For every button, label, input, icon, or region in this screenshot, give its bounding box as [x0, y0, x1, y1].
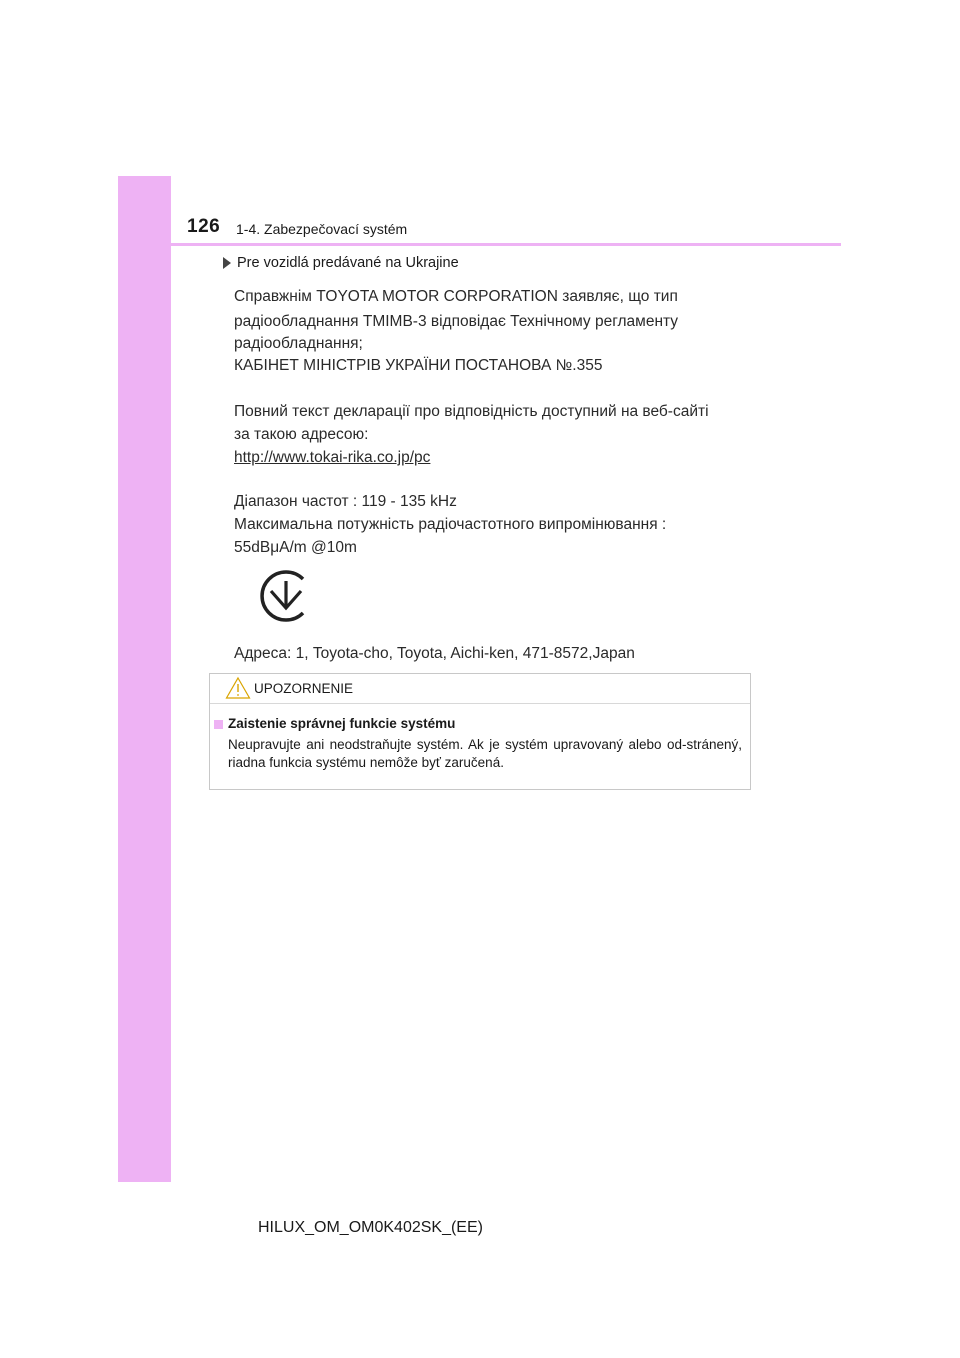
header-rule	[118, 243, 841, 246]
page-number: 126	[187, 216, 221, 237]
declaration-line: КАБІНЕТ МІНІСТРІВ УКРАЇНИ ПОСТАНОВА №.355	[234, 357, 603, 374]
side-tab-bar	[118, 176, 171, 1182]
warning-subtitle: Zaistenie správnej funkcie systému	[228, 716, 456, 731]
declaration-line: радіообладнання;	[234, 335, 363, 352]
warning-triangle-icon	[225, 676, 251, 705]
declaration-line: за такою адресою:	[234, 426, 369, 443]
address: Адреса: 1, Toyota-cho, Toyota, Aichi-ken, 471-8572,Japan	[234, 645, 635, 662]
warning-header	[210, 674, 750, 704]
ukraine-conformity-mark-icon	[259, 568, 313, 629]
warning-text: Neupravujte ani neodstraňujte systém. Ak je systém upravovaný alebo od-stránený, riadna funkcia systému nemôže byť zaručená.	[228, 737, 742, 770]
declaration-link[interactable]: http://www.tokai-rika.co.jp/pc	[234, 449, 431, 466]
subheading	[223, 255, 459, 271]
triangle-bullet-icon	[223, 257, 231, 269]
square-bullet-icon	[214, 720, 223, 729]
section-title: 1-4. Zabezpečovací systém	[236, 221, 408, 237]
declaration-line: Справжнім TOYOTA MOTOR CORPORATION заявляє, що тип	[234, 288, 678, 305]
max-power-value: 55dBμA/m @10m	[234, 539, 357, 556]
document-footer: HILUX_OM_OM0K402SK_(EE)	[258, 1219, 483, 1236]
subheading-text: Pre vozidlá predávané na Ukrajine	[237, 255, 459, 271]
max-power-label: Максимальна потужність радіочастотного випромінювання :	[234, 516, 667, 533]
warning-title: UPOZORNENIE	[254, 681, 354, 696]
declaration-line: радіообладнання TMIMB-3 відповідає Технічному регламенту	[234, 313, 679, 330]
warning-box	[209, 673, 751, 790]
declaration-line: Повний текст декларації про відповідність доступний на веб-сайті	[234, 403, 709, 420]
frequency-range: Діапазон частот : 119 - 135 kHz	[234, 493, 457, 510]
